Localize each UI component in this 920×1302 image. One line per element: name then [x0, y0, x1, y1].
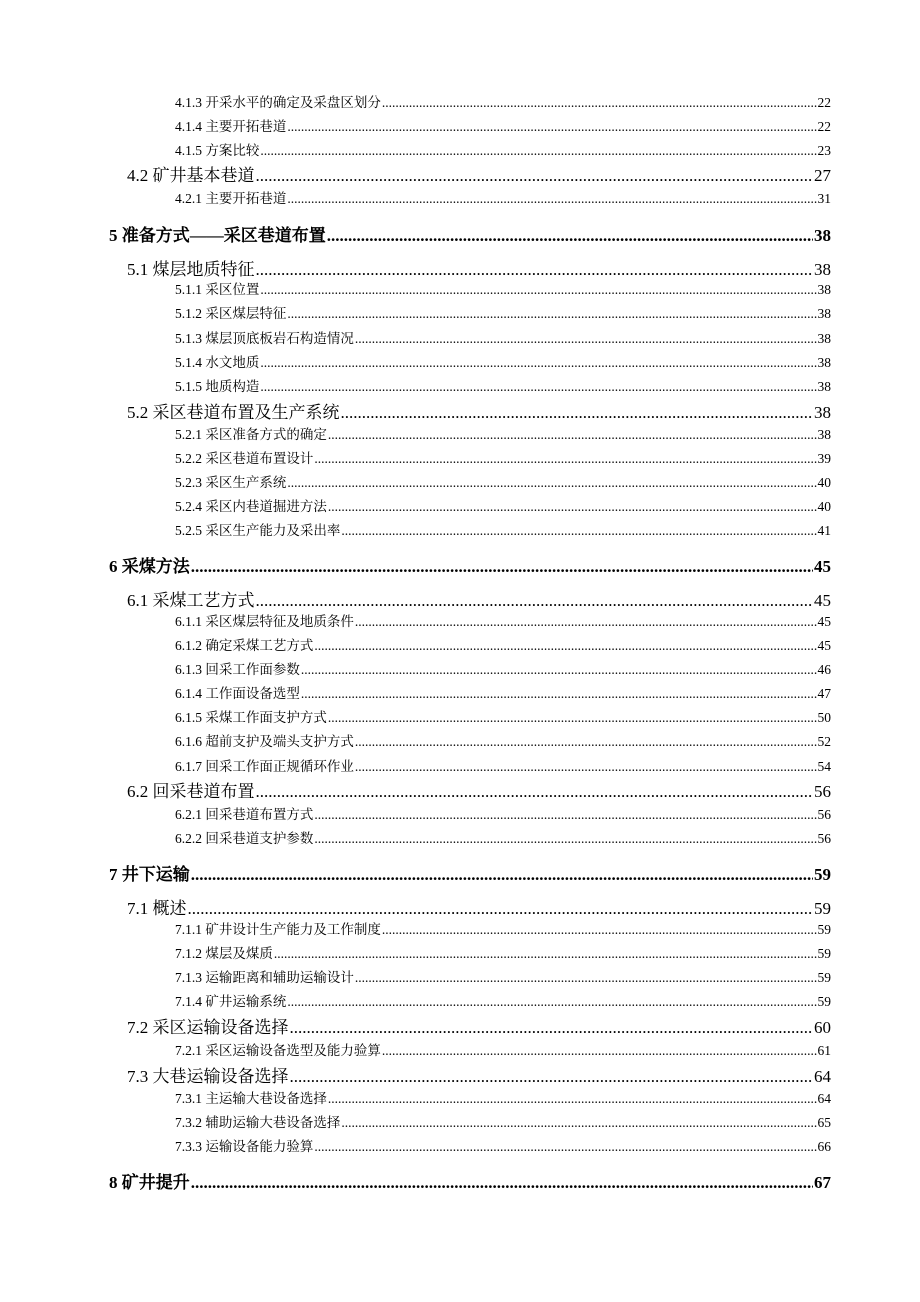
toc-leader	[191, 865, 813, 885]
toc-leader	[355, 331, 817, 347]
toc-entry-title: 6.1.7 回采工作面正规循环作业	[175, 759, 354, 774]
toc-page-number: 45	[814, 591, 831, 610]
toc-page-number: 38	[817, 355, 831, 370]
toc-leader	[191, 1173, 813, 1193]
toc-entry[interactable]	[175, 610, 831, 630]
toc-leader	[341, 1115, 816, 1131]
toc-entry-title: 5.2.2 采区巷道布置设计	[175, 451, 314, 466]
toc-page-number: 54	[817, 759, 831, 774]
toc-page-number: 66	[817, 1139, 831, 1154]
toc-page-number: 40	[817, 475, 831, 490]
toc-entry[interactable]	[175, 1111, 831, 1131]
toc-entry-title: 7.2.1 采区运输设备选型及能力验算	[175, 1043, 381, 1058]
toc-leader	[287, 119, 816, 135]
toc-entry[interactable]	[175, 351, 831, 371]
toc-entry-title: 6.1.3 回采工作面参数	[175, 662, 300, 677]
toc-entry[interactable]	[127, 1013, 831, 1038]
toc-entry-title: 6.1.5 采煤工作面支护方式	[175, 710, 327, 725]
toc-leader	[355, 734, 817, 750]
toc-leader	[260, 143, 816, 159]
toc-entry-title: 6.1 采煤工艺方式	[127, 591, 255, 610]
toc-page-number: 38	[814, 260, 831, 279]
toc-entry-title: 7.1.3 运输距离和辅助运输设计	[175, 970, 354, 985]
toc-entry-title: 7.1 概述	[127, 899, 187, 918]
toc-entry-title: 7.2 采区运输设备选择	[127, 1018, 289, 1037]
toc-entry[interactable]	[175, 682, 831, 702]
toc-entry-title: 5.1.2 采区煤层特征	[175, 306, 287, 321]
toc-leader	[287, 475, 816, 491]
toc-entry-title: 6.1.6 超前支护及端头支护方式	[175, 734, 354, 749]
toc-entry[interactable]	[175, 1039, 831, 1059]
toc-entry[interactable]	[175, 327, 831, 347]
toc-entry-title: 4.1.3 开采水平的确定及采盘区划分	[175, 95, 381, 110]
toc-page-number: 64	[814, 1067, 831, 1086]
toc-leader	[260, 379, 816, 395]
toc-entry-title: 6.2.1 回采巷道布置方式	[175, 807, 314, 822]
toc-entry-title: 6.1.1 采区煤层特征及地质条件	[175, 614, 354, 629]
toc-entry[interactable]	[127, 255, 831, 280]
toc-page-number: 47	[817, 686, 831, 701]
toc-leader	[355, 759, 817, 775]
toc-entry-title: 5.1 煤层地质特征	[127, 260, 255, 279]
toc-entry[interactable]	[175, 730, 831, 750]
toc-leader	[301, 686, 817, 702]
toc-page-number: 22	[817, 119, 831, 134]
toc-entry[interactable]	[175, 1087, 831, 1107]
toc-page-number: 41	[817, 523, 831, 538]
toc-entry[interactable]	[127, 398, 831, 423]
toc-leader	[328, 427, 817, 443]
toc-entry[interactable]	[175, 187, 831, 207]
toc-leader	[256, 782, 814, 802]
toc-entry[interactable]	[175, 423, 831, 443]
toc-entry-title: 8 矿井提升	[109, 1173, 190, 1192]
toc-leader	[382, 1043, 817, 1059]
toc-entry[interactable]	[127, 777, 831, 802]
toc-entry-title: 5.1.5 地质构造	[175, 379, 260, 394]
toc-entry-title: 5.2 采区巷道布置及生产系统	[127, 403, 340, 422]
toc-entry[interactable]	[175, 447, 831, 467]
toc-page-number: 56	[817, 807, 831, 822]
toc-entry[interactable]	[109, 221, 831, 246]
toc-page-number: 60	[814, 1018, 831, 1037]
toc-entry[interactable]	[175, 755, 831, 775]
toc-page-number: 59	[817, 994, 831, 1009]
toc-page-number: 27	[814, 166, 831, 185]
toc-page-number: 38	[814, 403, 831, 422]
toc-page-number: 39	[817, 451, 831, 466]
toc-leader	[260, 355, 816, 371]
toc-leader	[341, 403, 814, 423]
toc-entry-title: 6.1.2 确定采煤工艺方式	[175, 638, 314, 653]
toc-entry-title: 4.1.5 方案比较	[175, 143, 260, 158]
toc-leader	[328, 710, 817, 726]
toc-leader	[290, 1018, 814, 1038]
toc-leader	[328, 499, 817, 515]
toc-leader	[327, 226, 813, 246]
toc-page-number: 52	[817, 734, 831, 749]
toc-entry[interactable]	[175, 519, 831, 539]
toc-entry-title: 7.3.2 辅助运输大巷设备选择	[175, 1115, 341, 1130]
toc-leader	[287, 306, 816, 322]
toc-entry-title: 7.3 大巷运输设备选择	[127, 1067, 289, 1086]
toc-entry[interactable]	[175, 990, 831, 1010]
toc-leader	[314, 831, 816, 847]
toc-entry[interactable]	[127, 1062, 831, 1087]
toc-entry-title: 6.2.2 回采巷道支护参数	[175, 831, 314, 846]
toc-entry-title: 5.1.4 水文地质	[175, 355, 260, 370]
toc-page-number: 38	[817, 427, 831, 442]
toc-page-number: 31	[817, 191, 831, 206]
toc-leader	[256, 260, 814, 280]
toc-entry-title: 5.2.3 采区生产系统	[175, 475, 287, 490]
toc-leader	[256, 591, 814, 611]
toc-page-number: 22	[817, 95, 831, 110]
toc-entry[interactable]	[127, 586, 831, 611]
toc-leader	[188, 899, 814, 919]
toc-page-number: 45	[817, 614, 831, 629]
toc-entry-title: 7.1.2 煤层及煤质	[175, 946, 273, 961]
toc-entry-title: 7.3.1 主运输大巷设备选择	[175, 1091, 327, 1106]
toc-entry-title: 6.1.4 工作面设备选型	[175, 686, 300, 701]
toc-entry[interactable]	[127, 161, 831, 186]
toc-entry[interactable]	[175, 1135, 831, 1155]
toc-entry[interactable]	[175, 634, 831, 654]
toc-leader	[287, 994, 816, 1010]
toc-entry[interactable]	[175, 706, 831, 726]
toc-page-number: 56	[817, 831, 831, 846]
toc-entry[interactable]	[175, 918, 831, 938]
toc-page-number: 50	[817, 710, 831, 725]
toc-entry[interactable]	[175, 471, 831, 491]
toc-leader	[328, 1091, 817, 1107]
toc-entry-title: 5.2.5 采区生产能力及采出率	[175, 523, 341, 538]
toc-entry-title: 7 井下运输	[109, 865, 190, 884]
toc-entry-title: 5.1.3 煤层顶底板岩石构造情况	[175, 331, 354, 346]
toc-entry-title: 6 采煤方法	[109, 557, 190, 576]
toc-page-number: 38	[814, 226, 831, 245]
toc-entry[interactable]	[175, 827, 831, 847]
toc-entry[interactable]	[175, 495, 831, 515]
toc-entry[interactable]	[175, 91, 831, 111]
toc-leader	[256, 166, 814, 186]
toc-leader	[382, 95, 817, 111]
toc-page-number: 38	[817, 331, 831, 346]
toc-page-number: 67	[814, 1173, 831, 1192]
toc-leader	[314, 807, 816, 823]
toc-entry[interactable]	[175, 139, 831, 159]
toc-entry[interactable]	[175, 658, 831, 678]
toc-entry[interactable]	[109, 1168, 831, 1193]
toc-page-number: 61	[817, 1043, 831, 1058]
toc-entry-title: 5.1.1 采区位置	[175, 282, 260, 297]
toc-entry-title: 7.1.4 矿井运输系统	[175, 994, 287, 1009]
toc-entry-title: 6.2 回采巷道布置	[127, 782, 255, 801]
toc-leader	[314, 638, 816, 654]
toc-leader	[382, 922, 817, 938]
toc-leader	[341, 523, 816, 539]
toc-page-number: 59	[817, 922, 831, 937]
toc-leader	[287, 191, 816, 207]
toc-page-number: 59	[817, 946, 831, 961]
toc-entry[interactable]	[175, 115, 831, 135]
toc-page-number: 38	[817, 379, 831, 394]
toc-entry[interactable]	[175, 803, 831, 823]
toc-leader	[314, 451, 816, 467]
toc-leader	[314, 1139, 816, 1155]
toc-page-number: 59	[814, 899, 831, 918]
toc-entry[interactable]	[175, 375, 831, 395]
toc-page-number: 45	[814, 557, 831, 576]
toc-entry-title: 5.2.1 采区准备方式的确定	[175, 427, 327, 442]
toc-entry-title: 7.1.1 矿井设计生产能力及工作制度	[175, 922, 381, 937]
toc-page-number: 59	[814, 865, 831, 884]
toc-entry[interactable]	[175, 302, 831, 322]
toc-page-number: 56	[814, 782, 831, 801]
toc-page-number: 45	[817, 638, 831, 653]
toc-leader	[290, 1067, 814, 1087]
toc-entry-title: 5 准备方式——采区巷道布置	[109, 226, 326, 245]
toc-leader	[274, 946, 817, 962]
toc-entry[interactable]	[127, 894, 831, 919]
toc-page-number: 23	[817, 143, 831, 158]
toc-leader	[301, 662, 817, 678]
toc-entry[interactable]	[109, 860, 831, 885]
toc-entry[interactable]	[175, 966, 831, 986]
toc-entry[interactable]	[109, 552, 831, 577]
toc-entry-title: 7.3.3 运输设备能力验算	[175, 1139, 314, 1154]
toc-entry-title: 4.1.4 主要开拓巷道	[175, 119, 287, 134]
toc-page-number: 59	[817, 970, 831, 985]
toc-page-number: 64	[817, 1091, 831, 1106]
toc-page-number: 38	[817, 306, 831, 321]
toc-entry-title: 4.2 矿井基本巷道	[127, 166, 255, 185]
toc-page-number: 40	[817, 499, 831, 514]
toc-page-number: 46	[817, 662, 831, 677]
toc-entry[interactable]	[175, 942, 831, 962]
toc-page-number: 65	[817, 1115, 831, 1130]
toc-entry-title: 5.2.4 采区内巷道掘进方法	[175, 499, 327, 514]
toc-entry-title: 4.2.1 主要开拓巷道	[175, 191, 287, 206]
toc-leader	[191, 557, 813, 577]
toc-entry[interactable]	[175, 278, 831, 298]
toc-leader	[355, 614, 817, 630]
toc-leader	[260, 282, 816, 298]
toc-page-number: 38	[817, 282, 831, 297]
toc-leader	[355, 970, 817, 986]
